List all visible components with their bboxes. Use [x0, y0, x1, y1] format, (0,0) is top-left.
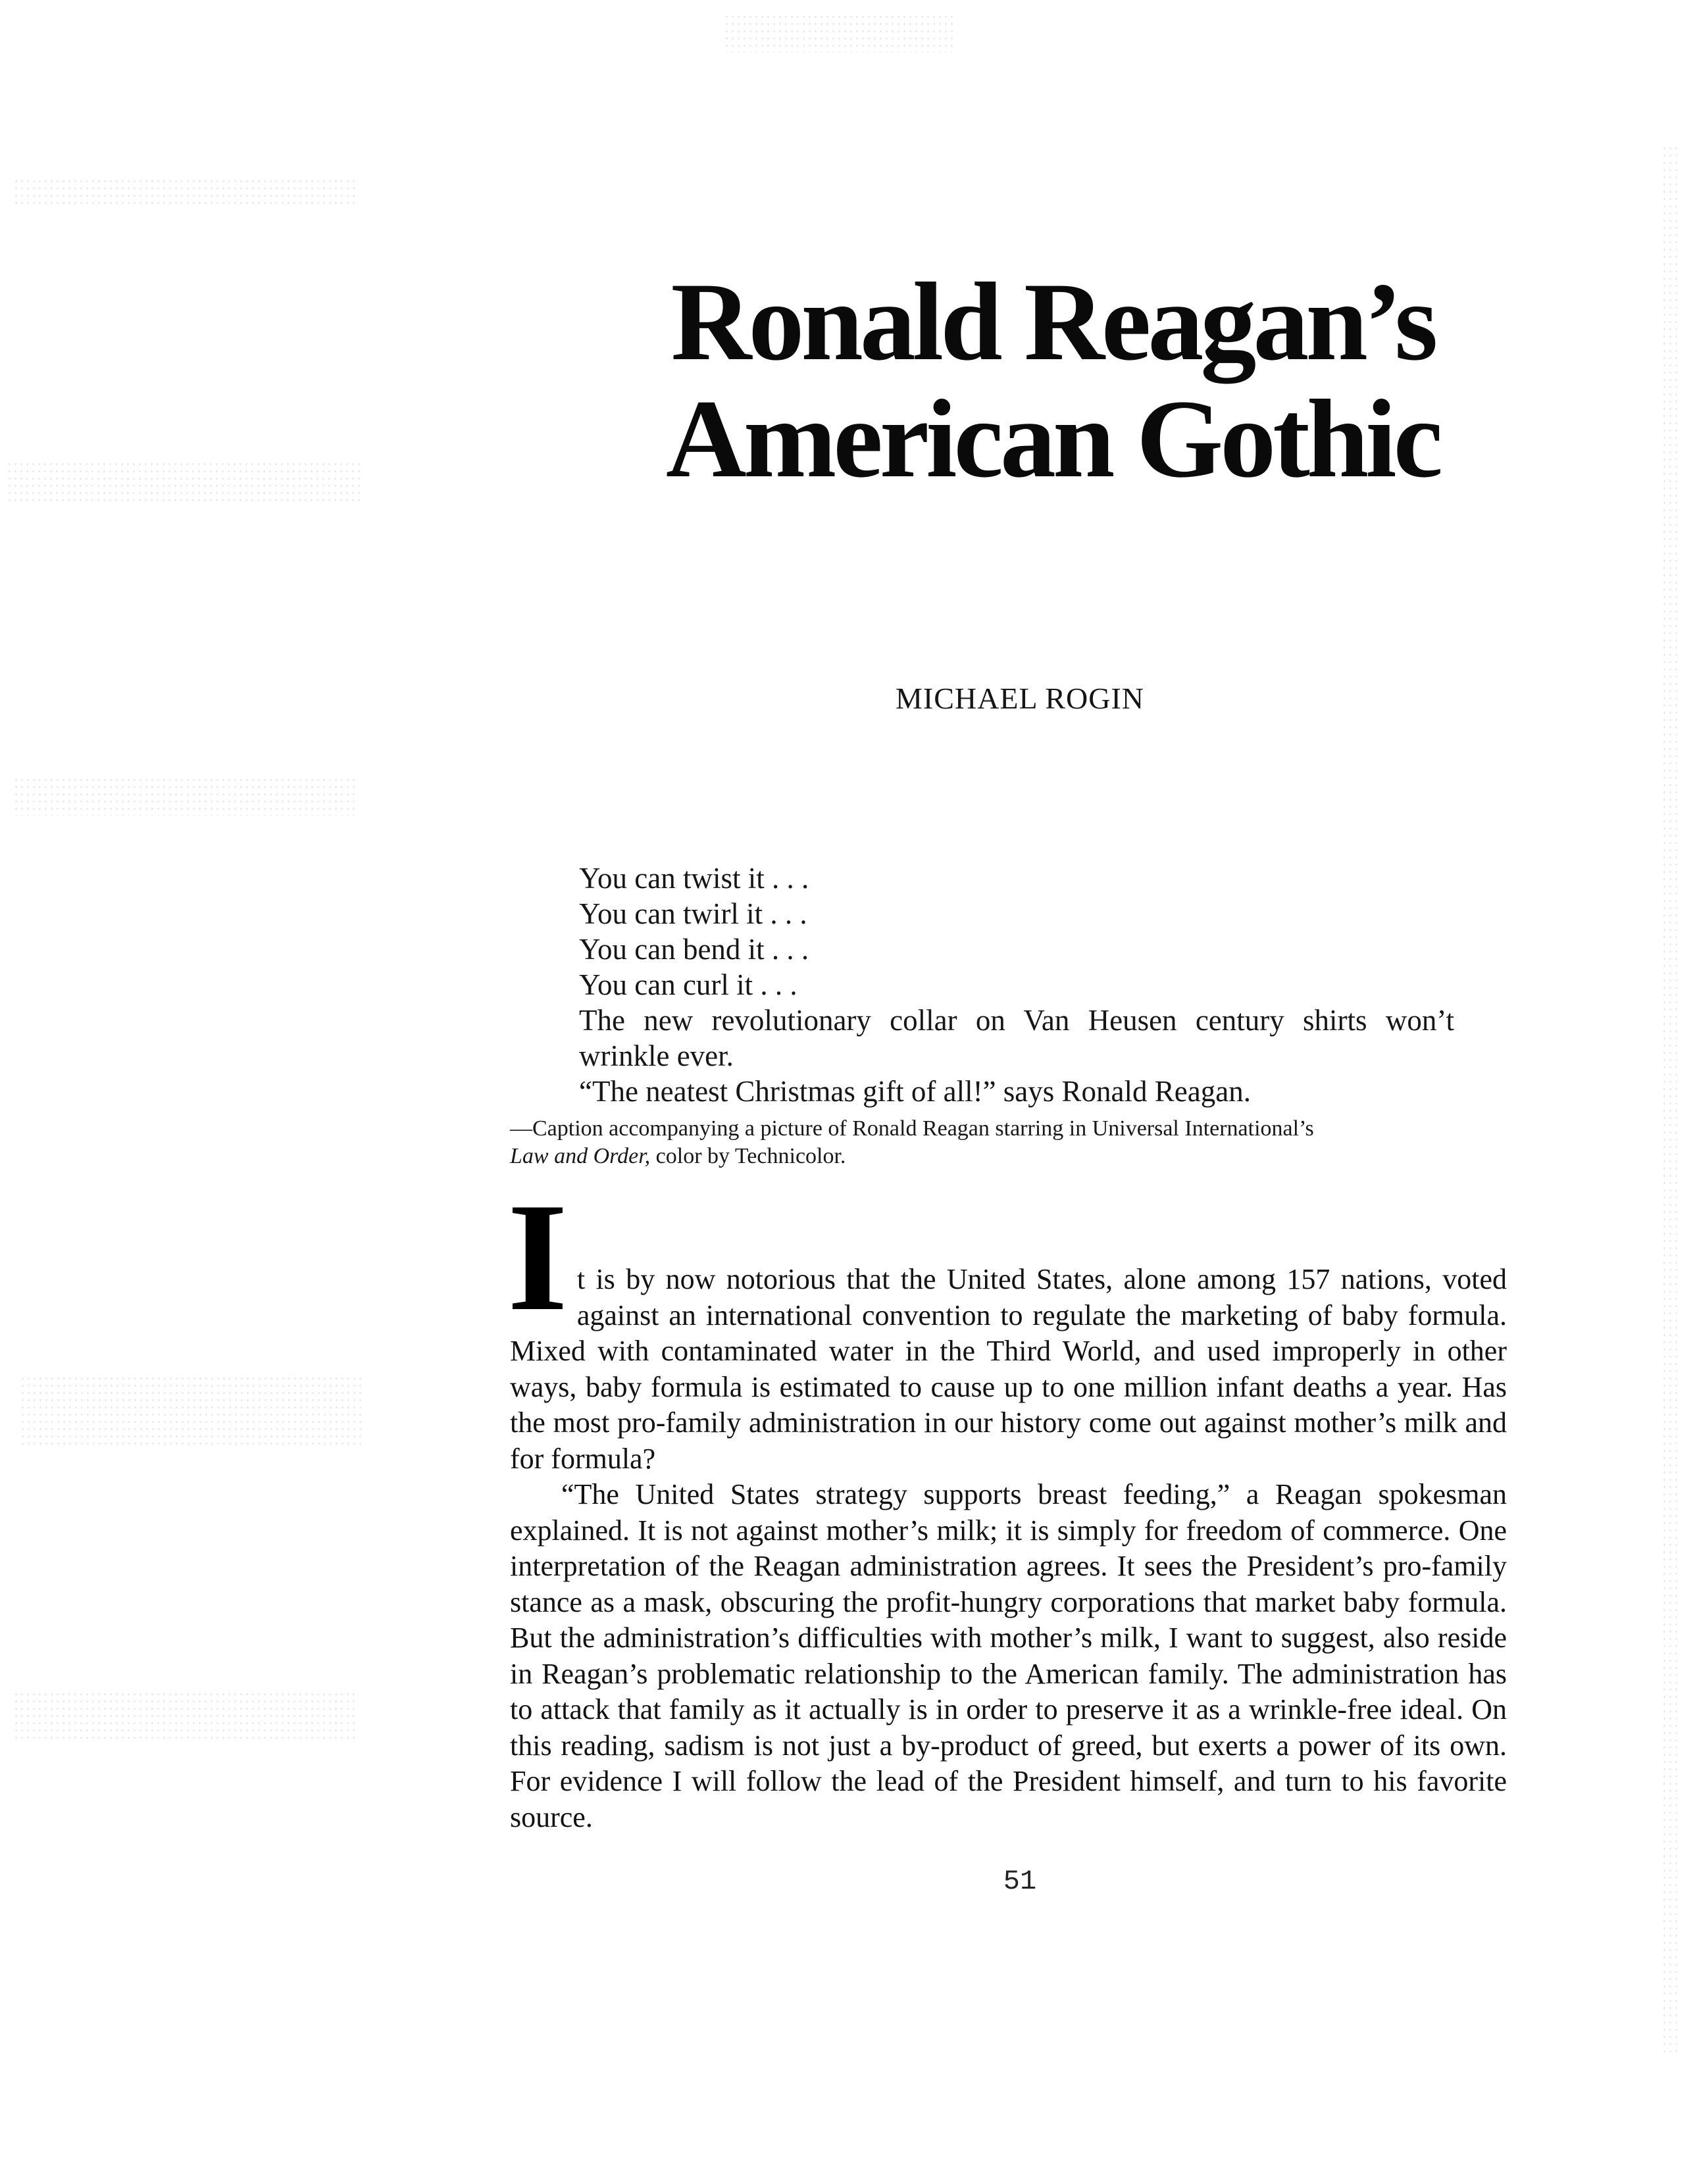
page-number: 51: [1003, 1866, 1037, 1897]
scan-speckle-left-3: [13, 776, 355, 816]
epigraph-caption: [510, 1115, 1497, 1170]
epigraph-line: You can twist it . . .: [579, 862, 809, 895]
epigraph-line: The new revolutionary collar on Van Heusen century shirts won’t: [579, 1004, 1454, 1037]
scan-speckle-left-2: [7, 460, 362, 507]
caption-suffix: color by Technicolor.: [650, 1144, 846, 1168]
epigraph-line: “The neatest Christmas gift of all!” says Ronald Reagan.: [579, 1075, 1251, 1108]
scan-speckle-top: [724, 13, 954, 53]
epigraph: [579, 860, 1454, 1109]
scan-speckle-right: [1661, 145, 1681, 2052]
epigraph-line: wrinkle ever.: [579, 1039, 734, 1072]
scan-speckle-left-1: [13, 178, 355, 204]
caption-film-title: Law and Order,: [510, 1144, 651, 1168]
drop-cap-spacer: [510, 1197, 1507, 1262]
caption-prefix: —Caption accompanying a picture of Ronald Reagan starring in Universal International’s: [510, 1116, 1314, 1141]
title-line-2: American Gothic: [665, 377, 1440, 501]
drop-cap: I: [507, 1172, 568, 1343]
title-line-1: Ronald Reagan’s: [670, 260, 1435, 384]
author-byline: MICHAEL ROGIN: [896, 682, 1144, 715]
epigraph-line: You can curl it . . .: [579, 968, 797, 1001]
scan-speckle-left-5: [13, 1691, 355, 1743]
paragraph-2: “The United States strategy supports breast feeding,” a Reagan spokesman explained. It is not against mother’s milk; it is simply for freedom of commerce. One interpretation of the Reagan administration agrees. It sees the President’s pro-family stance as a mask, obscuring the profit-hungry corporations that market baby formula. But the administration’s difficulties with mother’s milk, I want to suggest, also reside in Reagan’s problematic relationship to the American family. The administration has to attack that family as it actually is in order to preserve it as a wrinkle-free ideal. On this reading, sadism is not just a by-product of greed, but exerts a power of its own. For evidence I will follow the lead of the President himself, and turn to his favorite source.: [510, 1478, 1507, 1833]
scan-speckle-left-4: [20, 1375, 362, 1447]
epigraph-line: You can bend it . . .: [579, 933, 809, 966]
article-title: [592, 260, 1513, 501]
article-body: [507, 1172, 1507, 1835]
epigraph-line: You can twirl it . . .: [579, 897, 807, 930]
paragraph-1: [507, 1172, 1507, 1477]
paragraph-1-text: t is by now notorious that the United States, alone among 157 nations, voted against an international convention to regulate the marketing of baby formula. Mixed with contaminated water in the Third World, and used improperly in other ways, baby formula is estimated to cause up to one million infant deaths a year. Has the most pro-family administration in our history come out against mother’s milk and for formula?: [510, 1263, 1507, 1475]
